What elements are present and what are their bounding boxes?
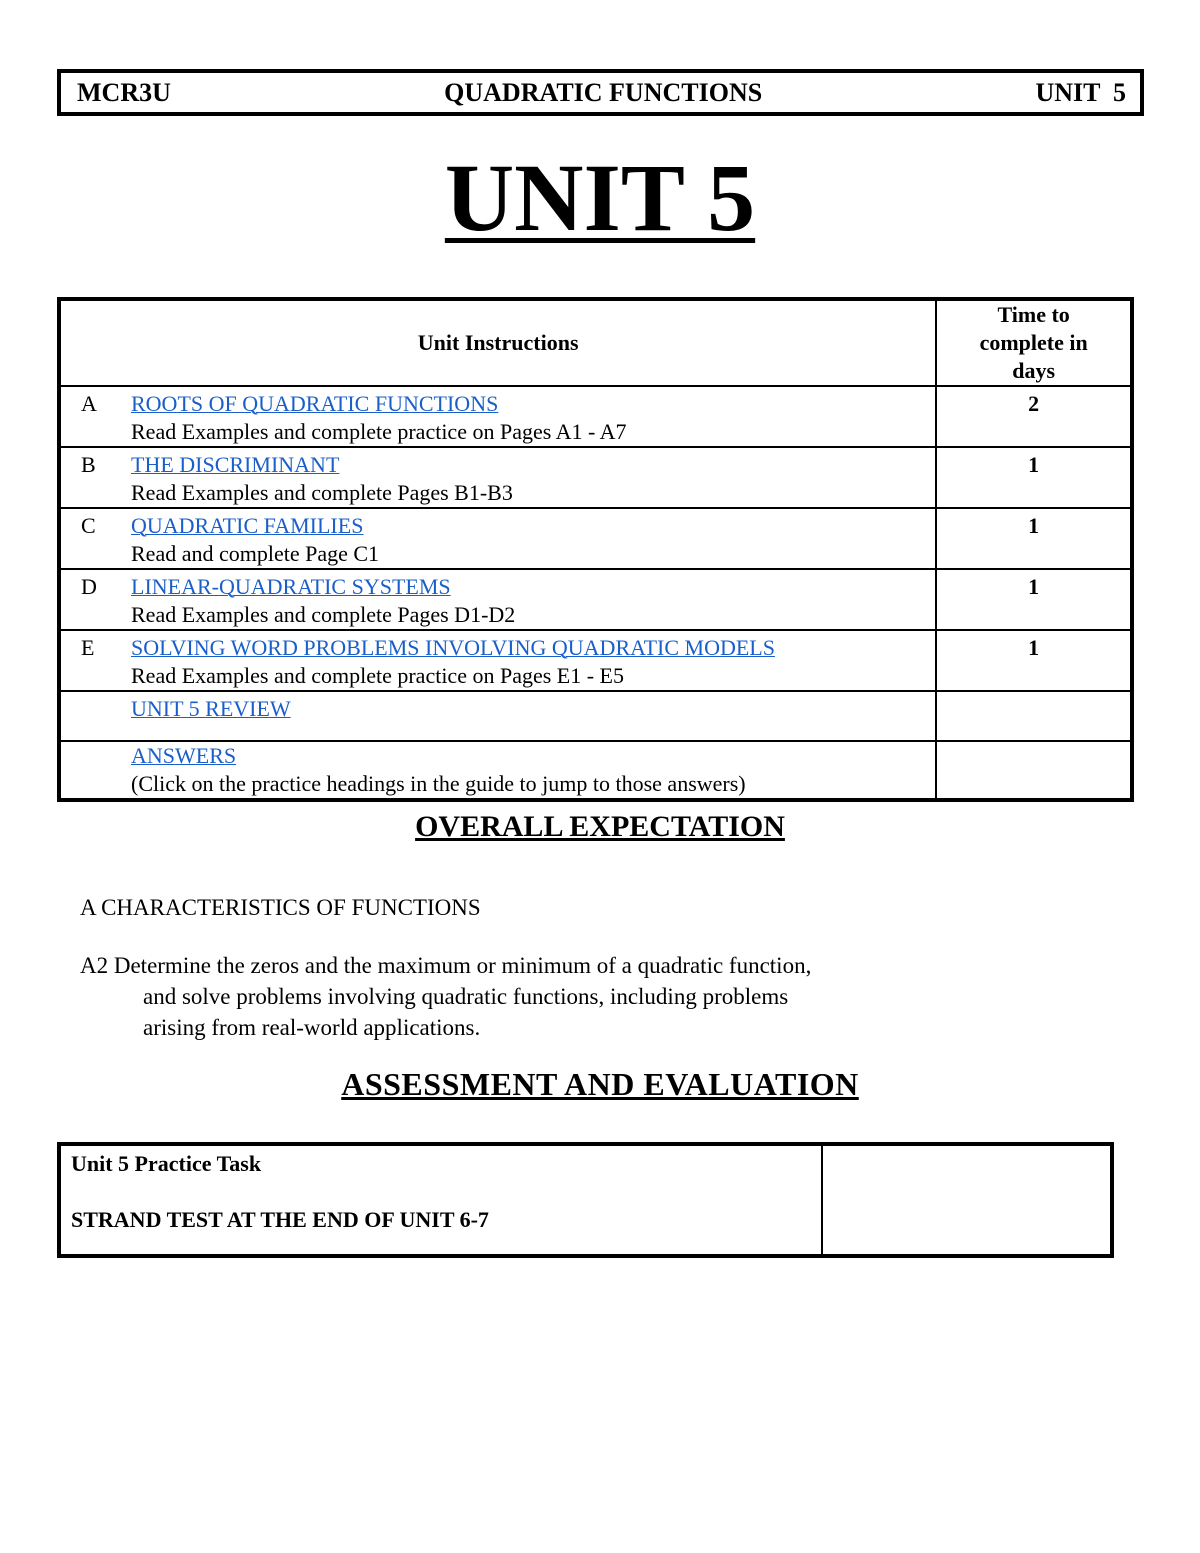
row-description: Read Examples and complete Pages D1-D2 — [131, 602, 516, 627]
expectation-line-1: A2 Determine the zeros and the maximum or minimum of a quadratic function, — [80, 953, 812, 978]
page-title — [0, 144, 1200, 251]
table-row — [59, 630, 1132, 691]
row-letter: B — [81, 452, 96, 477]
answers-link[interactable]: ANSWERS — [131, 743, 237, 768]
row-days: 1 — [1028, 513, 1040, 538]
practice-task-label: Unit 5 Practice Task — [71, 1151, 262, 1176]
row-letter: A — [81, 391, 97, 416]
review-link[interactable]: UNIT 5 REVIEW — [131, 696, 291, 721]
expectation-text — [80, 950, 811, 1043]
row-description: Read and complete Page C1 — [131, 541, 380, 566]
category-heading: A CHARACTERISTICS OF FUNCTIONS — [80, 895, 481, 920]
table-row — [59, 447, 1132, 508]
row-letter: D — [81, 574, 97, 599]
assessment-heading: ASSESSMENT AND EVALUATION — [341, 1066, 859, 1102]
row-days: 1 — [1028, 452, 1040, 477]
row-description: Read Examples and complete practice on Pages A1 - A7 — [131, 419, 627, 444]
expectation-line-3: arising from real-world applications. — [143, 1015, 481, 1040]
strand-test-label: STRAND TEST AT THE END OF UNIT 6-7 — [71, 1207, 489, 1232]
section-link-families[interactable]: QUADRATIC FAMILIES — [131, 513, 364, 538]
unit-table-header — [59, 299, 1132, 386]
section-link-discriminant[interactable]: THE DISCRIMINANT — [131, 452, 340, 477]
overall-expectation-heading: OVERALL EXPECTATION — [415, 810, 785, 843]
header-bar — [57, 69, 1144, 116]
row-days: 1 — [1028, 574, 1040, 599]
expectation-line-2: and solve problems involving quadratic functions, including problems — [143, 984, 789, 1009]
table-row — [59, 741, 1132, 800]
course-code: MCR3U — [77, 77, 171, 107]
page-title-text: UNIT 5 — [444, 144, 756, 251]
row-description: Read Examples and complete Pages B1-B3 — [131, 480, 513, 505]
section-link-word-problems[interactable]: SOLVING WORD PROBLEMS INVOLVING QUADRATIC MODELS — [131, 635, 775, 660]
section-link-systems[interactable]: LINEAR-QUADRATIC SYSTEMS — [131, 574, 451, 599]
table-row — [59, 508, 1132, 569]
topic-title: QUADRATIC FUNCTIONS — [444, 77, 763, 107]
row-letter: E — [81, 635, 95, 660]
table-row — [59, 386, 1132, 447]
table-row — [59, 691, 1132, 741]
row-days: 1 — [1028, 635, 1040, 660]
section-link-roots[interactable]: ROOTS OF QUADRATIC FUNCTIONS — [131, 391, 499, 416]
time-header-text: Time to complete in days — [979, 302, 1088, 383]
unit-label: UNIT 5 — [1035, 77, 1126, 107]
table-row — [59, 569, 1132, 630]
assessment-empty-cell — [822, 1144, 1112, 1256]
row-letter: C — [81, 513, 96, 538]
instructions-header: Unit Instructions — [59, 299, 936, 386]
row-days: 2 — [1028, 391, 1040, 416]
answers-description: (Click on the practice headings in the guide to jump to those answers) — [131, 771, 746, 796]
row-description: Read Examples and complete practice on Pages E1 - E5 — [131, 663, 624, 688]
table-row — [59, 1144, 1112, 1256]
unit-table — [57, 297, 1134, 802]
assessment-table — [57, 1142, 1114, 1258]
time-header — [936, 299, 1132, 386]
